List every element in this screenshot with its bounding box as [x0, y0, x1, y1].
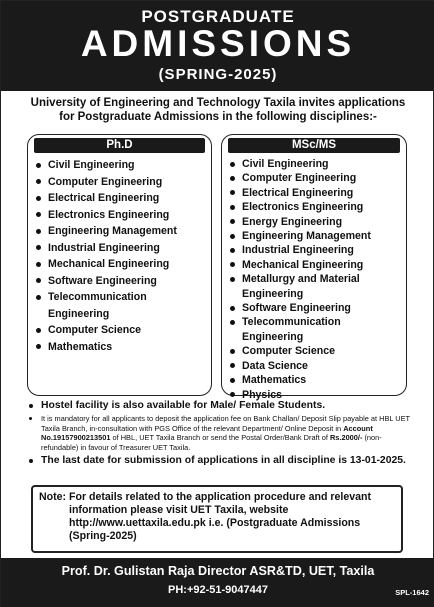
ms-item: Computer Engineering — [228, 171, 402, 185]
phd-item: Mathematics — [34, 339, 207, 356]
ms-item: Mathematics — [228, 373, 402, 387]
fee-text-2: of HBL, UET Taxila Branch or send the Postal Order/Bank Draft of — [110, 433, 330, 443]
phd-item: Computer Science — [34, 322, 207, 339]
notes-list — [27, 399, 411, 467]
phd-item: Computer Engineering — [34, 174, 207, 191]
phd-item: Civil Engineering — [34, 157, 207, 174]
fee-note — [27, 414, 411, 452]
fee-text-1: It is mandatory for all applicants to deposit the application fee on Bank Challan/ Deposit Slip payable at HBL UET Taxila Branch, in-consultation with PGS Office of the relevant Department/ Online Deposit in — [41, 414, 410, 433]
ms-item-continuation: Engineering — [242, 287, 304, 300]
header-postgraduate: POSTGRADUATE — [141, 7, 295, 26]
ad-code: SPL-1642 — [395, 588, 429, 597]
phd-item: Software Engineering — [34, 273, 207, 290]
header-admissions: ADMISSIONS — [80, 23, 356, 64]
note-text: For details related to the application procedure and relevant information please visit UET Taxila, website http://www.uettaxila.edu.pk i.e. (Postgraduate Admissions (Spring-2025) — [69, 491, 371, 542]
intro-line-2: for Postgraduate Admissions in the following disciplines:- — [59, 111, 377, 123]
intro-text — [11, 96, 425, 124]
header-banner — [1, 1, 434, 91]
ms-item: Electronics Engineering — [228, 200, 402, 214]
ms-list — [228, 157, 402, 402]
ms-item: Software Engineering — [228, 301, 402, 315]
ms-item: Electrical Engineering — [228, 186, 402, 200]
phd-item: Electronics Engineering — [34, 207, 207, 224]
phd-panel — [27, 134, 212, 396]
last-date-note: The last date for submission of applications in all discipline is 13-01-2025. — [27, 454, 411, 467]
ms-item: Data Science — [228, 359, 402, 373]
ms-title: MSc/MS — [228, 138, 400, 153]
ms-item: Telecommunication Engineering — [228, 315, 402, 344]
ms-item: Computer Science — [228, 344, 402, 358]
ms-panel — [221, 134, 407, 401]
phd-title: Ph.D — [34, 138, 205, 153]
intro-line-1: University of Engineering and Technology Taxila invites applications — [30, 97, 406, 109]
ms-item: Civil Engineering — [228, 157, 402, 171]
phd-item: Industrial Engineering — [34, 240, 207, 257]
header-session: (SPRING-2025) — [158, 66, 278, 83]
ms-item: Energy Engineering — [228, 215, 402, 229]
footer-phone: PH:+92-51-9047447 — [168, 584, 268, 596]
fee-account-number: Account No.19157900213501 — [41, 423, 373, 443]
note-label: Note: — [39, 491, 67, 503]
ms-item: Mechanical Engineering — [228, 258, 402, 272]
footer-signatory: Prof. Dr. Gulistan Raja Director ASR&TD, UET, Taxila — [61, 564, 375, 578]
note-box — [31, 485, 403, 553]
ms-item: Physics — [228, 388, 402, 402]
fee-amount: Rs.2000/- — [329, 433, 363, 443]
phd-item: Mechanical Engineering — [34, 256, 207, 273]
phd-item: Electrical Engineering — [34, 190, 207, 207]
ms-item: Engineering Management — [228, 229, 402, 243]
hostel-note: Hostel facility is also available for Male/ Female Students. — [27, 399, 411, 412]
phd-item: Engineering Management — [34, 223, 207, 240]
footer-banner — [1, 558, 434, 607]
ms-item: Industrial Engineering — [228, 243, 402, 257]
ms-item: Metallurgy and Material — [228, 272, 402, 286]
phd-list — [34, 157, 207, 355]
phd-item: Telecommunication Engineering — [34, 289, 207, 322]
fee-text-3: (non-refundable) in favour of Treasurer UET Taxila. — [41, 433, 382, 452]
